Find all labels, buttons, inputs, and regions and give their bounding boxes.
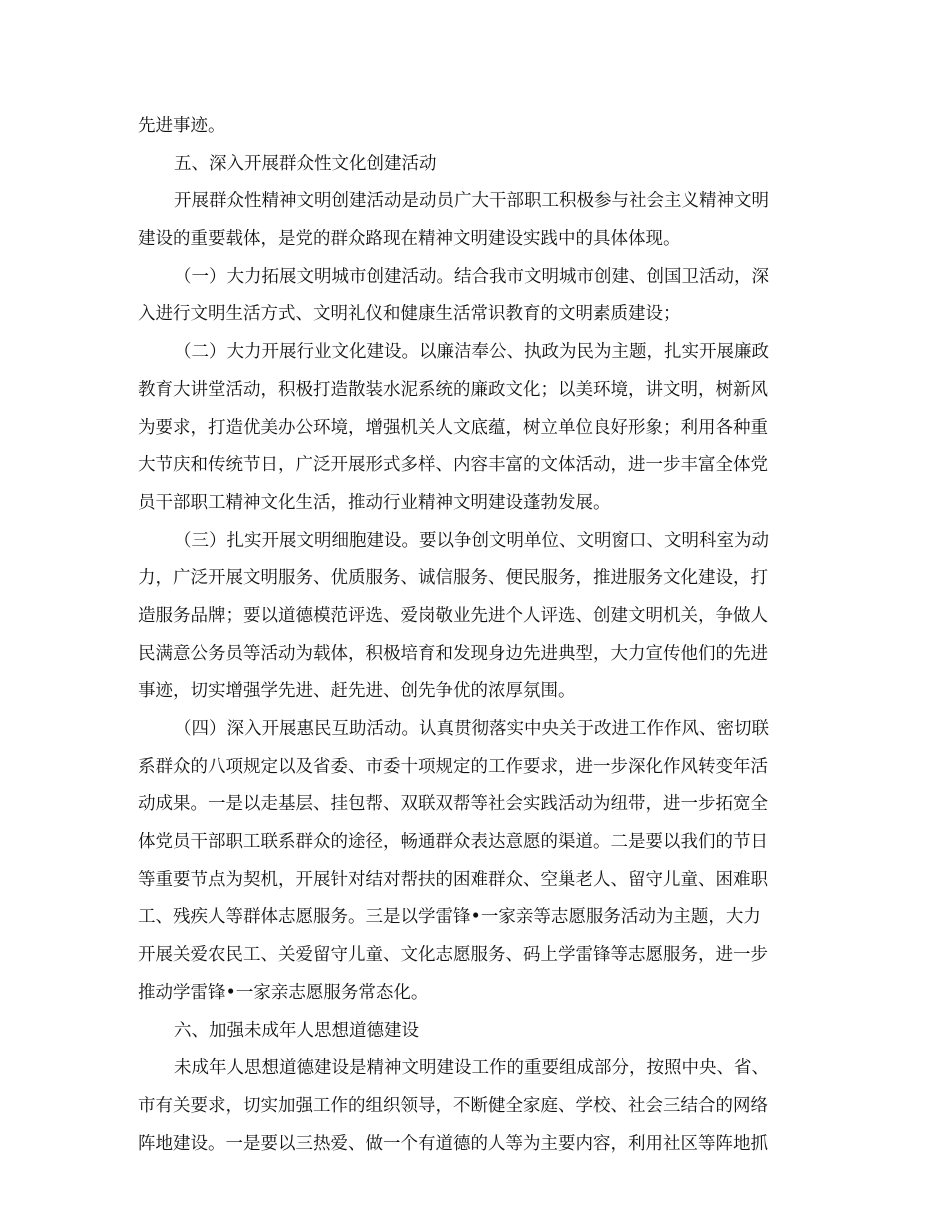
text-line: 民满意公务员等活动为载体，积极培育和发现身边先进典型，大力宣传他们的先进: [138, 643, 768, 664]
text-line: 员干部职工精神文化生活，推动行业精神文明建设蓬勃发展。: [138, 492, 611, 513]
text-line: （二）大力开展行业文化建设。以廉洁奉公、执政为民为主题，扎实开展廉政: [174, 342, 769, 363]
text-line: （一）大力拓展文明城市创建活动。结合我市文明城市创建、创国卫活动，深: [174, 266, 769, 287]
text-line: 推动学雷锋•一家亲志愿服务常态化。: [138, 982, 429, 1003]
text-line: 开展关爱农民工、关爱留守儿童、文化志愿服务、码上学雷锋等志愿服务，进一步: [138, 945, 768, 966]
text-line: 教育大讲堂活动，积极打造散装水泥系统的廉政文化；以美环境，讲文明，树新风: [138, 379, 768, 400]
text-line: （三）扎实开展文明细胞建设。要以争创文明单位、文明窗口、文明科室为动: [174, 530, 769, 551]
text-line: 工、残疾人等群体志愿服务。三是以学雷锋•一家亲等志愿服务活动为主题，大力: [138, 907, 761, 928]
text-line: 力，广泛开展文明服务、优质服务、诚信服务、便民服务，推进服务文化建设，打: [138, 568, 768, 589]
text-line: 动成果。一是以走基层、挂包帮、双联双帮等社会实践活动为纽带，进一步拓宽全: [138, 794, 768, 815]
text-line: 五、深入开展群众性文化创建活动: [174, 153, 437, 174]
text-line: 六、加强未成年人思想道德建设: [174, 1020, 419, 1041]
text-line: 大节庆和传统节日，广泛开展形式多样、内容丰富的文体活动，进一步丰富全体党: [138, 455, 768, 476]
text-line: 阵地建设。一是要以三热爱、做一个有道德的人等为主要内容，利用社区等阵地抓: [138, 1133, 768, 1154]
text-line: 建设的重要载体，是党的群众路现在精神文明建设实践中的具体体现。: [138, 229, 681, 250]
text-line: 未成年人思想道德建设是精神文明建设工作的重要组成部分，按照中央、省、: [174, 1058, 769, 1079]
text-line: 开展群众性精神文明创建活动是动员广大干部职工积极参与社会主义精神文明: [174, 191, 769, 212]
text-line: （四）深入开展惠民互助活动。认真贯彻落实中央关于改进工作作风、密切联: [174, 719, 769, 739]
text-line: 事迹，切实增强学先进、赶先进、创先争优的浓厚氛围。: [138, 681, 576, 702]
text-line: 为要求，打造优美办公环境，增强机关人文底蕴，树立单位良好形象；利用各种重: [138, 417, 768, 438]
text-line: 造服务品牌；要以道德模范评选、爱岗敬业先进个人评选、创建文明机关，争做人: [138, 605, 768, 626]
text-line: 等重要节点为契机，开展针对结对帮扶的困难群众、空巢老人、留守儿童、困难职: [138, 869, 768, 890]
text-line: 系群众的八项规定以及省委、市委十项规定的工作要求，进一步深化作风转变年活: [138, 756, 768, 777]
text-line: 入进行文明生活方式、文明礼仪和健康生活常识教育的文明素质建设；: [138, 304, 681, 325]
document-body: [138, 108, 814, 1163]
text-line: 市有关要求，切实加强工作的组织领导，不断健全家庭、学校、社会三结合的网络: [138, 1095, 768, 1116]
text-line: 先进事迹。: [138, 116, 226, 136]
text-line: 体党员干部职工联系群众的途径，畅通群众表达意愿的渠道。二是要以我们的节日: [138, 832, 768, 853]
